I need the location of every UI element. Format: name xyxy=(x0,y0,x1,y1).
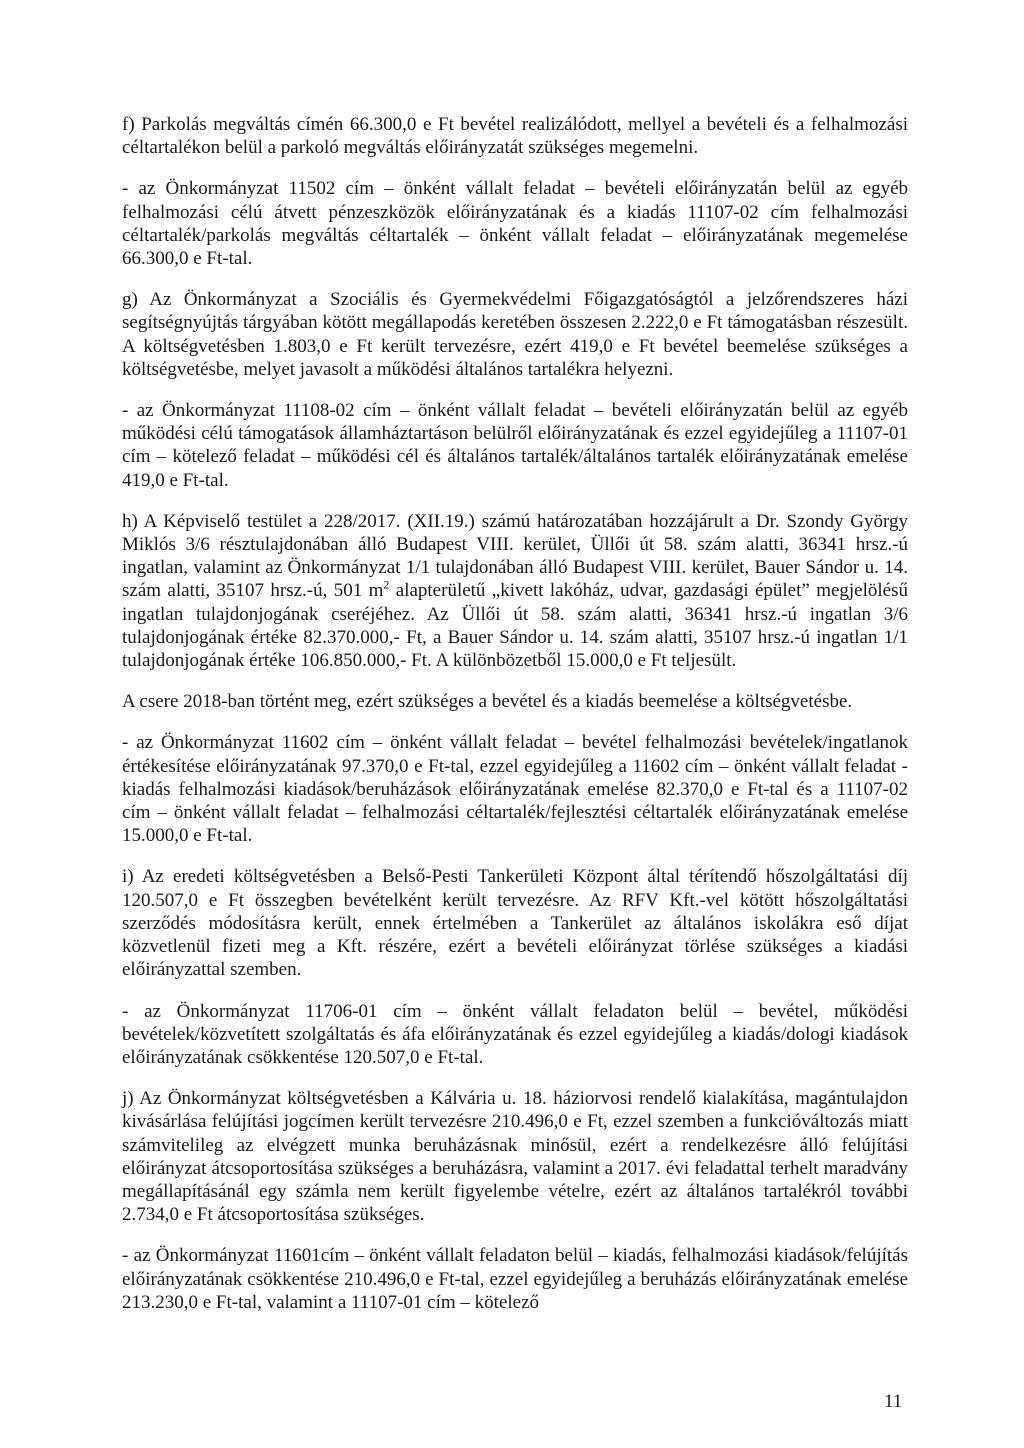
document-body xyxy=(122,113,908,1330)
paragraph-h-text-1: h) A Képviselő testület a 228/2017. (XII.19.) számú határozatában hozzájárult a Dr. Szondy György Miklós 3/6 résztulajdonában álló Budapest VIII. kerület, Üllői út 58. szám alatti, 36341 hrsz.-ú ingatlan, valamint az Önkormányzat 1/1 tulajdonában álló Budapest VIII. kerület, Bauer Sándor u. 14. szám alatti, 35107 hrsz.-ú, 501 m xyxy=(122,510,908,602)
paragraph-h xyxy=(122,510,908,672)
superscript-squared: 2 xyxy=(383,578,390,593)
paragraph-g-item: - az Önkormányzat 11108-02 cím – önként vállalt feladat – bevételi előirányzatán belül az egyéb működési célú támogatások államháztartáson belülről előirányzatának és ezzel egyidejűleg a 11107-01 cím – kötelező feladat – működési cél és általános tartalék/általános tartalék előirányzatának emelése 419,0 e Ft-tal. xyxy=(122,400,908,491)
paragraph-j-item: - az Önkormányzat 11601cím – önként vállalt feladaton belül – kiadás, felhalmozási kiadások/felújítás előirányzatának csökkentése 210.496,0 e Ft-tal, ezzel egyidejűleg a beruházás előirányzatának emelése 213.230,0 e Ft-tal, valamint a 11107-01 cím – kötelező xyxy=(122,1245,908,1313)
paragraph-g: g) Az Önkormányzat a Szociális és Gyermekvédelmi Főigazgatóságtól a jelzőrendszeres házi segítségnyújtás tárgyában kötött megállapodás keretében összesen 2.222,0 e Ft támogatásban részesült. A költségvetésben 1.803,0 e Ft került tervezésre, ezért 419,0 e Ft bevétel beemelése szükséges a költségvetésbe, melyet javasolt a működési általános tartalékra helyezni. xyxy=(122,289,908,380)
paragraph-h-item: - az Önkormányzat 11602 cím – önként vállalt feladat – bevétel felhalmozási bevételek/ingatlanok értékesítése előirányzatának 97.370,0 e Ft-tal, ezzel egyidejűleg a 11602 cím – önként vállalt feladat - kiadás felhalmozási kiadások/beruházások előirányzatának emelése 82.370,0 e Ft-tal és a 11107-02 cím – önként vállalt feladat – felhalmozási céltartalék/fejlesztési céltartalék előirányzatának emelése 15.000,0 e Ft-tal. xyxy=(122,732,908,847)
paragraph-f: f) Parkolás megváltás címén 66.300,0 e Ft bevétel realizálódott, mellyel a bevételi és a felhalmozási céltartalékon belül a parkoló megváltás előirányzatát szükséges megemelni. xyxy=(122,114,908,159)
paragraph-i-item: - az Önkormányzat 11706-01 cím – önként vállalt feladaton belül – bevétel, működési bevételek/közvetített szolgáltatás és áfa előirányzatának és ezzel egyidejűleg a kiadás/dologi kiadások előirányzatának csökkentése 120.507,0 e Ft-tal. xyxy=(122,1000,908,1068)
page-number: 11 xyxy=(884,1391,903,1412)
paragraph-h-text-2: alapterületű „kivett lakóház, udvar, gazdasági épület” megjelölésű ingatlan tulajdonjogának cseréjéhez. Az Üllői út 58. szám alatti, 36341 hrsz.-ú ingatlan 3/6 tulajdonjogának értéke 82.370.000,- Ft, a Bauer Sándor u. 14. szám alatti, 35107 hrsz.-ú ingatlan 1/1 tulajdonjogának értéke 106.850.000,- Ft. A különbözetből 15.000,0 e Ft teljesült. xyxy=(122,580,909,672)
paragraph-f-item: - az Önkormányzat 11502 cím – önként vállalt feladat – bevételi előirányzatán belül az egyéb felhalmozási célú átvett pénzeszközök előirányzatának és a kiadás 11107-02 cím felhalmozási céltartalék/parkolás megváltás céltartalék – önként vállalt feladat – előirányzatának megemelése 66.300,0 e Ft-tal. xyxy=(122,178,908,270)
paragraph-j: j) Az Önkormányzat költségvetésben a Kálvária u. 18. háziorvosi rendelő kialakítása, magántulajdon kivásárlása felújítási jogcímen került tervezésre 210.496,0 e Ft, ezzel szemben a funkcióváltozás miatt számvitelileg az elvégzett munka beruházásnak minősül, ezért a rendelkezésre álló felújítási előirányzat átcsoportosítása szükséges a beruházásra, valamint a 2017. évi feladattal terhelt maradvány megállapításánál egy számla nem került figyelembe vételre, ezért az általános tartalékról további 2.734,0 e Ft átcsoportosítása szükséges. xyxy=(122,1088,908,1226)
paragraph-h-exchange: A csere 2018-ban történt meg, ezért szükséges a bevétel és a kiadás beemelése a költségvetésbe. xyxy=(122,691,853,713)
paragraph-i: i) Az eredeti költségvetésben a Belső-Pesti Tankerületi Központ által térítendő hőszolgáltatási díj 120.507,0 e Ft összegben bevételként került tervezésre. Az RFV Kft.-vel kötött hőszolgáltatási szerződés módosításra került, ennek értelmében a Tankerület az általános iskolákra eső díjat közvetlenül fizeti meg a Kft. részére, ezért a bevételi előirányzat törlése szükséges a kiadási előirányzattal szemben. xyxy=(122,866,908,981)
